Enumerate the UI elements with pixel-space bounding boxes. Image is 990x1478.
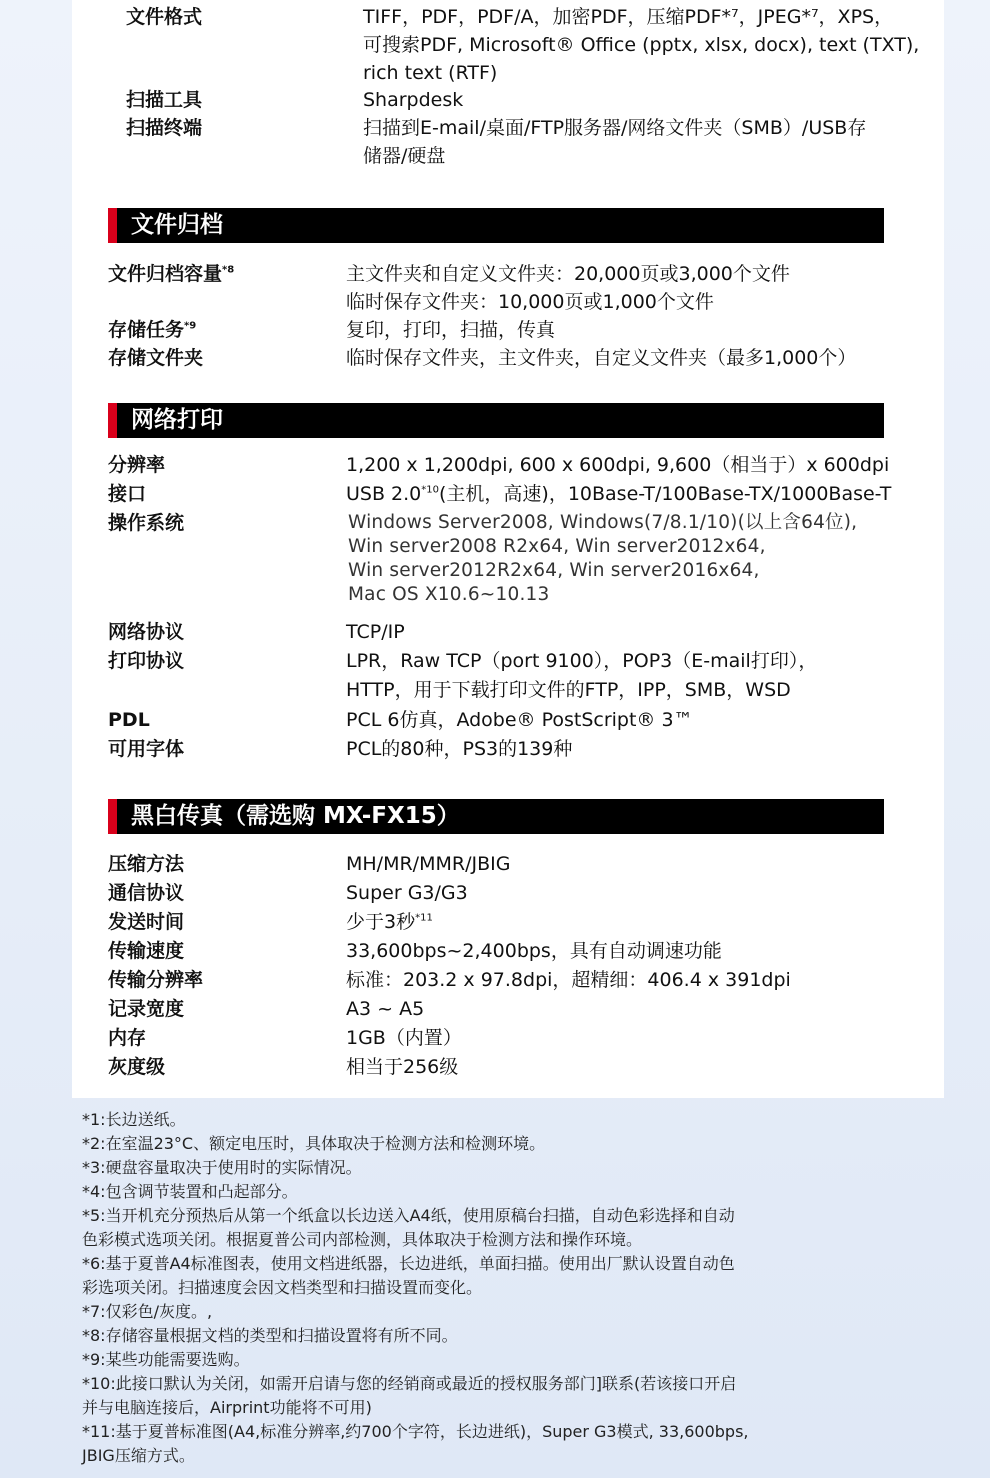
spec-label: 传输分辨率 <box>108 969 204 991</box>
spec-value: 临时保存文件夹，主文件夹，自定义文件夹（最多1,000个） <box>346 347 857 369</box>
section-header-archiving: 文件归档 <box>108 208 884 243</box>
spec-label: 文件归档容量$^{*8}$ <box>108 263 235 285</box>
spec-label: 内存 <box>108 1027 147 1049</box>
spec-label: 接口 <box>108 483 147 505</box>
spec-label: 扫描工具 <box>126 89 203 111</box>
spec-label: 压缩方法 <box>108 853 185 875</box>
spec-value: A3 ~ A5 <box>346 998 425 1020</box>
spec-label: 灰度级 <box>108 1056 166 1078</box>
spec-value: USB 2.0$^{*10}$(主机，高速)，10Base-T/100Base-TX/1000Base-T <box>346 483 892 505</box>
spec-value: Super G3/G3 <box>346 882 468 904</box>
footnotes <box>82 1108 882 1468</box>
footnote: *3:硬盘容量取决于使用时的实际情况。 <box>82 1158 362 1177</box>
spec-label: 发送时间 <box>108 911 185 933</box>
spec-value: PCL的80种，PS3的139种 <box>346 738 573 760</box>
spec-value: PCL 6仿真，Adobe® PostScript® 3™ <box>346 709 693 731</box>
spec-value: 标准：203.2 x 97.8dpi，超精细：406.4 x 391dpi <box>346 969 791 991</box>
spec-value: 相当于256级 <box>346 1056 459 1078</box>
footnote: *8:存储容量根据文档的类型和扫描设置将有所不同。 <box>82 1326 458 1345</box>
spec-value: TIFF，PDF，PDF/A，加密PDF，压缩PDF*⁷，JPEG*⁷，XPS， 可搜索PDF, Microsoft® Office (pptx, xlsx, docx), text (TXT), rich text (RTF) <box>363 6 920 84</box>
footnote: *2:在室温23°C、额定电压时，具体取决于检测方法和检测环境。 <box>82 1134 546 1153</box>
spec-value: Sharpdesk <box>363 89 464 111</box>
spec-value: 主文件夹和自定义文件夹：20,000页或3,000个文件 临时保存文件夹：10,000页或1,000个文件 <box>346 263 790 313</box>
footnote: *4:包含调节装置和凸起部分。 <box>82 1182 298 1201</box>
spec-label: 分辨率 <box>108 454 166 476</box>
spec-label: 网络协议 <box>108 621 185 643</box>
spec-label: 通信协议 <box>108 882 185 904</box>
spec-value: 33,600bps~2,400bps，具有自动调速功能 <box>346 940 722 962</box>
footnote: *5:当开机充分预热后从第一个纸盒以长边送入A4纸，使用原稿台扫描，自动色彩选择和自动 色彩模式选项关闭。根据夏普公司内部检测，具体取决于检测方法和操作环境。 <box>82 1206 735 1249</box>
spec-label: 可用字体 <box>108 738 185 760</box>
spec-value: TCP/IP <box>346 621 405 643</box>
spec-value: 1,200 x 1,200dpi, 600 x 600dpi, 9,600（相当于）x 600dpi <box>346 454 890 476</box>
spec-label: 传输速度 <box>108 940 185 962</box>
spec-value: 1GB（内置） <box>346 1027 462 1049</box>
footnote: *1:长边送纸。 <box>82 1110 186 1129</box>
spec-label: 存储任务$^{*9}$ <box>108 319 197 341</box>
spec-value: Windows Server2008, Windows(7/8.1/10)(以上含64位), Win server2008 R2x64, Win server2012x64, Win server2012R2x64, Win server2016x64, Mac OS X10.6~10.13 <box>348 512 858 605</box>
footnote: *9:某些功能需要选购。 <box>82 1350 250 1369</box>
spec-label: PDL <box>108 709 150 731</box>
spec-label: 存储文件夹 <box>108 347 204 369</box>
section-header-network-print: 网络打印 <box>108 403 884 438</box>
spec-value: LPR，Raw TCP（port 9100），POP3（E-mail打印）， HTTP，用于下载打印文件的FTP，IPP，SMB，WSD <box>346 650 818 701</box>
spec-label: 扫描终端 <box>126 117 203 139</box>
footnote: *6:基于夏普A4标准图表，使用文档进纸器，长边进纸，单面扫描。使用出厂默认设置自动色 彩选项关闭。扫描速度会因文档类型和扫描设置而变化。 <box>82 1254 735 1297</box>
footnote: *7:仅彩色/灰度。, <box>82 1302 213 1321</box>
spec-value: MH/MR/MMR/JBIG <box>346 853 511 875</box>
footnote: *10:此接口默认为关闭，如需开启请与您的经销商或最近的授权服务部门]联系(若该接口开启 并与电脑连接后，Airprint功能将不可用) <box>82 1374 737 1417</box>
spec-label: 打印协议 <box>108 650 185 672</box>
spec-label: 操作系统 <box>108 512 185 534</box>
footnote: *11:基于夏普标准图(A4,标准分辨率,约700个字符，长边进纸)，Super G3模式, 33,600bps, JBIG压缩方式。 <box>82 1422 749 1465</box>
spec-label: 记录宽度 <box>108 998 185 1020</box>
section-header-fax: 黑白传真（需选购 MX-FX15） <box>108 799 884 834</box>
spec-label: 文件格式 <box>126 6 203 28</box>
spec-value: 复印，打印，扫描，传真 <box>346 319 556 341</box>
spec-value: 少于3秒$^{*11}$ <box>346 911 433 933</box>
spec-value: 扫描到E-mail/桌面/FTP服务器/网络文件夹（SMB）/USB存 储器/硬盘 <box>363 117 867 167</box>
